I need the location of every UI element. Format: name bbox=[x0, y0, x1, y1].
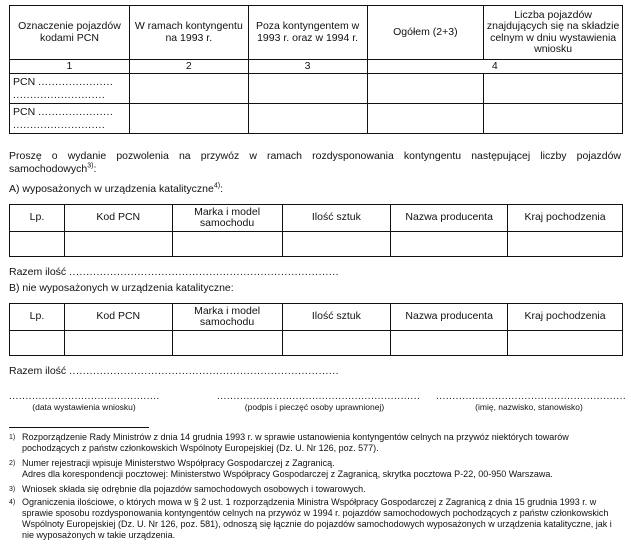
header-pcn-codes: Oznaczenie pojazdów kodami PCN bbox=[10, 6, 130, 60]
footnote-number: 2) bbox=[9, 460, 16, 467]
footnote-1 bbox=[9, 432, 621, 454]
footnote-2 bbox=[9, 458, 621, 480]
name-dots[interactable]: .......................................................... bbox=[436, 391, 627, 402]
header-total: Ogółem (2+3) bbox=[367, 6, 484, 60]
total-label: Razem ilość bbox=[9, 266, 67, 278]
header-outside-quota: Poza kontyngentem w 1993 r. oraz w 1994 r. bbox=[248, 6, 367, 60]
table-cell[interactable] bbox=[64, 232, 172, 257]
table-cell[interactable] bbox=[129, 104, 248, 134]
table-row bbox=[10, 331, 623, 356]
total-label: Razem ilość bbox=[9, 365, 67, 377]
header-country: Kraj pochodzenia bbox=[508, 205, 623, 232]
request-text: Proszę o wydanie pozwolenia na przywóz w ramach rozdysponowania kontyngentu następującej liczby pojazdów samochodowych bbox=[9, 150, 621, 175]
footnote-text: Adres dla korespondencji pocztowej: Ministerstwo Współpracy Gospodarczej z Zagranicą, skrytka pocztowa P-22, 00-950 Warszawa. bbox=[22, 469, 553, 479]
signature-date bbox=[9, 391, 159, 412]
header-producer: Nazwa producenta bbox=[391, 304, 508, 331]
header-warehouse-count: Liczba pojazdów znajdujących się na składzie celnym w dniu wystawienia wniosku bbox=[484, 6, 623, 60]
table-cell[interactable] bbox=[508, 232, 623, 257]
footnote-ref: 4) bbox=[213, 182, 221, 190]
table-cell[interactable] bbox=[484, 74, 623, 104]
vehicle-count-table bbox=[9, 5, 623, 134]
header-quantity: Ilość sztuk bbox=[282, 304, 391, 331]
table-cell[interactable] bbox=[129, 74, 248, 104]
section-a-text: A) wyposażonych w urządzenia katalityczne bbox=[9, 183, 214, 195]
table-cell[interactable] bbox=[172, 331, 282, 356]
table-cell[interactable] bbox=[282, 331, 391, 356]
header-quantity: Ilość sztuk bbox=[282, 205, 391, 232]
header-lp: Lp. bbox=[10, 205, 65, 232]
request-paragraph bbox=[9, 150, 621, 175]
table-cell[interactable] bbox=[367, 74, 484, 104]
pcn-dots: ........................... bbox=[13, 88, 106, 101]
table-cell[interactable] bbox=[172, 232, 282, 257]
colon: : bbox=[220, 183, 224, 195]
total-quantity-b bbox=[9, 365, 339, 378]
signature-dots[interactable]: .............................................................. bbox=[217, 391, 421, 402]
table-row bbox=[10, 232, 623, 257]
signature-caption: (podpis i pieczęć osoby uprawnionej) bbox=[244, 402, 385, 412]
catalytic-table bbox=[9, 204, 623, 257]
footnote-text: Rozporządzenie Rady Ministrów z dnia 14 grudnia 1993 r. w sprawie ustanowienia kontyngentów celnych na przywóz niektórych towarów pochodzących z państw członkowskich Wspólnoty Europejskiej (Dz. U. Nr 126, poz. 577). bbox=[22, 432, 569, 453]
section-a-label bbox=[9, 183, 223, 196]
col-number-4: 4 bbox=[367, 60, 623, 74]
table-row bbox=[10, 74, 623, 104]
footnote-3 bbox=[9, 484, 621, 495]
header-lp: Lp. bbox=[10, 304, 65, 331]
pcn-dots: ...................... bbox=[38, 75, 114, 88]
table-cell[interactable] bbox=[64, 331, 172, 356]
total-quantity-a bbox=[9, 266, 339, 279]
footnote-number: 1) bbox=[9, 434, 16, 441]
footnote-text: Ograniczenia ilościowe, o których mowa w § 2 ust. 1 rozporządzenia Ministra Współpracy Gospodarczej z Zagranicą z dnia 15 grudnia 1993 r. w sprawie sposobu rozdysponowania kontyngentów celnych na przywóz w 1994 r. pojazdów samochodowych pochodzących z państw członkowskich Wspólnoty Europejskiej (Dz. U. Nr 126, poz. 581), odnoszą się łącznie do pojazdów samochodowych wyposażonych w urządzenia katalityczne, jak i nie wyposażonych w takie urządzenia. bbox=[22, 497, 612, 540]
col-number-1: 1 bbox=[10, 60, 130, 74]
table-cell[interactable] bbox=[391, 232, 508, 257]
table-row bbox=[10, 104, 623, 134]
table-cell[interactable] bbox=[484, 104, 623, 134]
header-make-model: Marka i model samochodu bbox=[172, 304, 282, 331]
section-b-label: B) nie wyposażonych w urządzenia katalityczne: bbox=[9, 282, 234, 294]
footnote-number: 4) bbox=[9, 499, 16, 506]
footnote-number: 3) bbox=[9, 486, 16, 493]
date-dots[interactable]: .............................................. bbox=[9, 391, 160, 402]
non-catalytic-table bbox=[9, 303, 623, 356]
pcn-cell[interactable] bbox=[10, 74, 130, 104]
name-caption: (imię, nazwisko, stanowisko) bbox=[475, 402, 583, 412]
total-dots[interactable]: ............................................................................... bbox=[69, 266, 340, 278]
footnote-4 bbox=[9, 497, 621, 541]
signature-stamp bbox=[217, 391, 421, 412]
header-country: Kraj pochodzenia bbox=[508, 304, 623, 331]
table-cell[interactable] bbox=[391, 331, 508, 356]
table-cell[interactable] bbox=[10, 232, 65, 257]
col-number-3: 3 bbox=[248, 60, 367, 74]
total-dots[interactable]: ............................................................................... bbox=[69, 365, 340, 377]
header-pcn-code: Kod PCN bbox=[64, 304, 172, 331]
header-producer: Nazwa producenta bbox=[391, 205, 508, 232]
pcn-dots: ........................... bbox=[13, 118, 106, 131]
footnote-text: Numer rejestracji wpisuje Ministerstwo Współpracy Gospodarczej z Zagranicą. bbox=[22, 458, 335, 468]
header-within-quota: W ramach kontyngentu na 1993 r. bbox=[129, 6, 248, 60]
table-cell[interactable] bbox=[248, 104, 367, 134]
date-caption: (data wystawienia wniosku) bbox=[32, 402, 136, 412]
pcn-label: PCN bbox=[13, 105, 36, 118]
header-make-model: Marka i model samochodu bbox=[172, 205, 282, 232]
colon: : bbox=[93, 162, 97, 175]
table-cell[interactable] bbox=[10, 331, 65, 356]
col-number-2: 2 bbox=[129, 60, 248, 74]
table-cell[interactable] bbox=[508, 331, 623, 356]
footnote-ref: 3) bbox=[87, 162, 94, 169]
signature-name bbox=[436, 391, 627, 412]
footnote-text: Wniosek składa się odrębnie dla pojazdów samochodowych osobowych i towarowych. bbox=[22, 484, 366, 494]
pcn-label: PCN bbox=[13, 75, 36, 88]
table-cell[interactable] bbox=[248, 74, 367, 104]
table-cell[interactable] bbox=[282, 232, 391, 257]
footnote-divider bbox=[9, 427, 149, 428]
header-pcn-code: Kod PCN bbox=[64, 205, 172, 232]
pcn-cell[interactable] bbox=[10, 104, 130, 134]
pcn-dots: ...................... bbox=[38, 105, 114, 118]
table-cell[interactable] bbox=[367, 104, 484, 134]
